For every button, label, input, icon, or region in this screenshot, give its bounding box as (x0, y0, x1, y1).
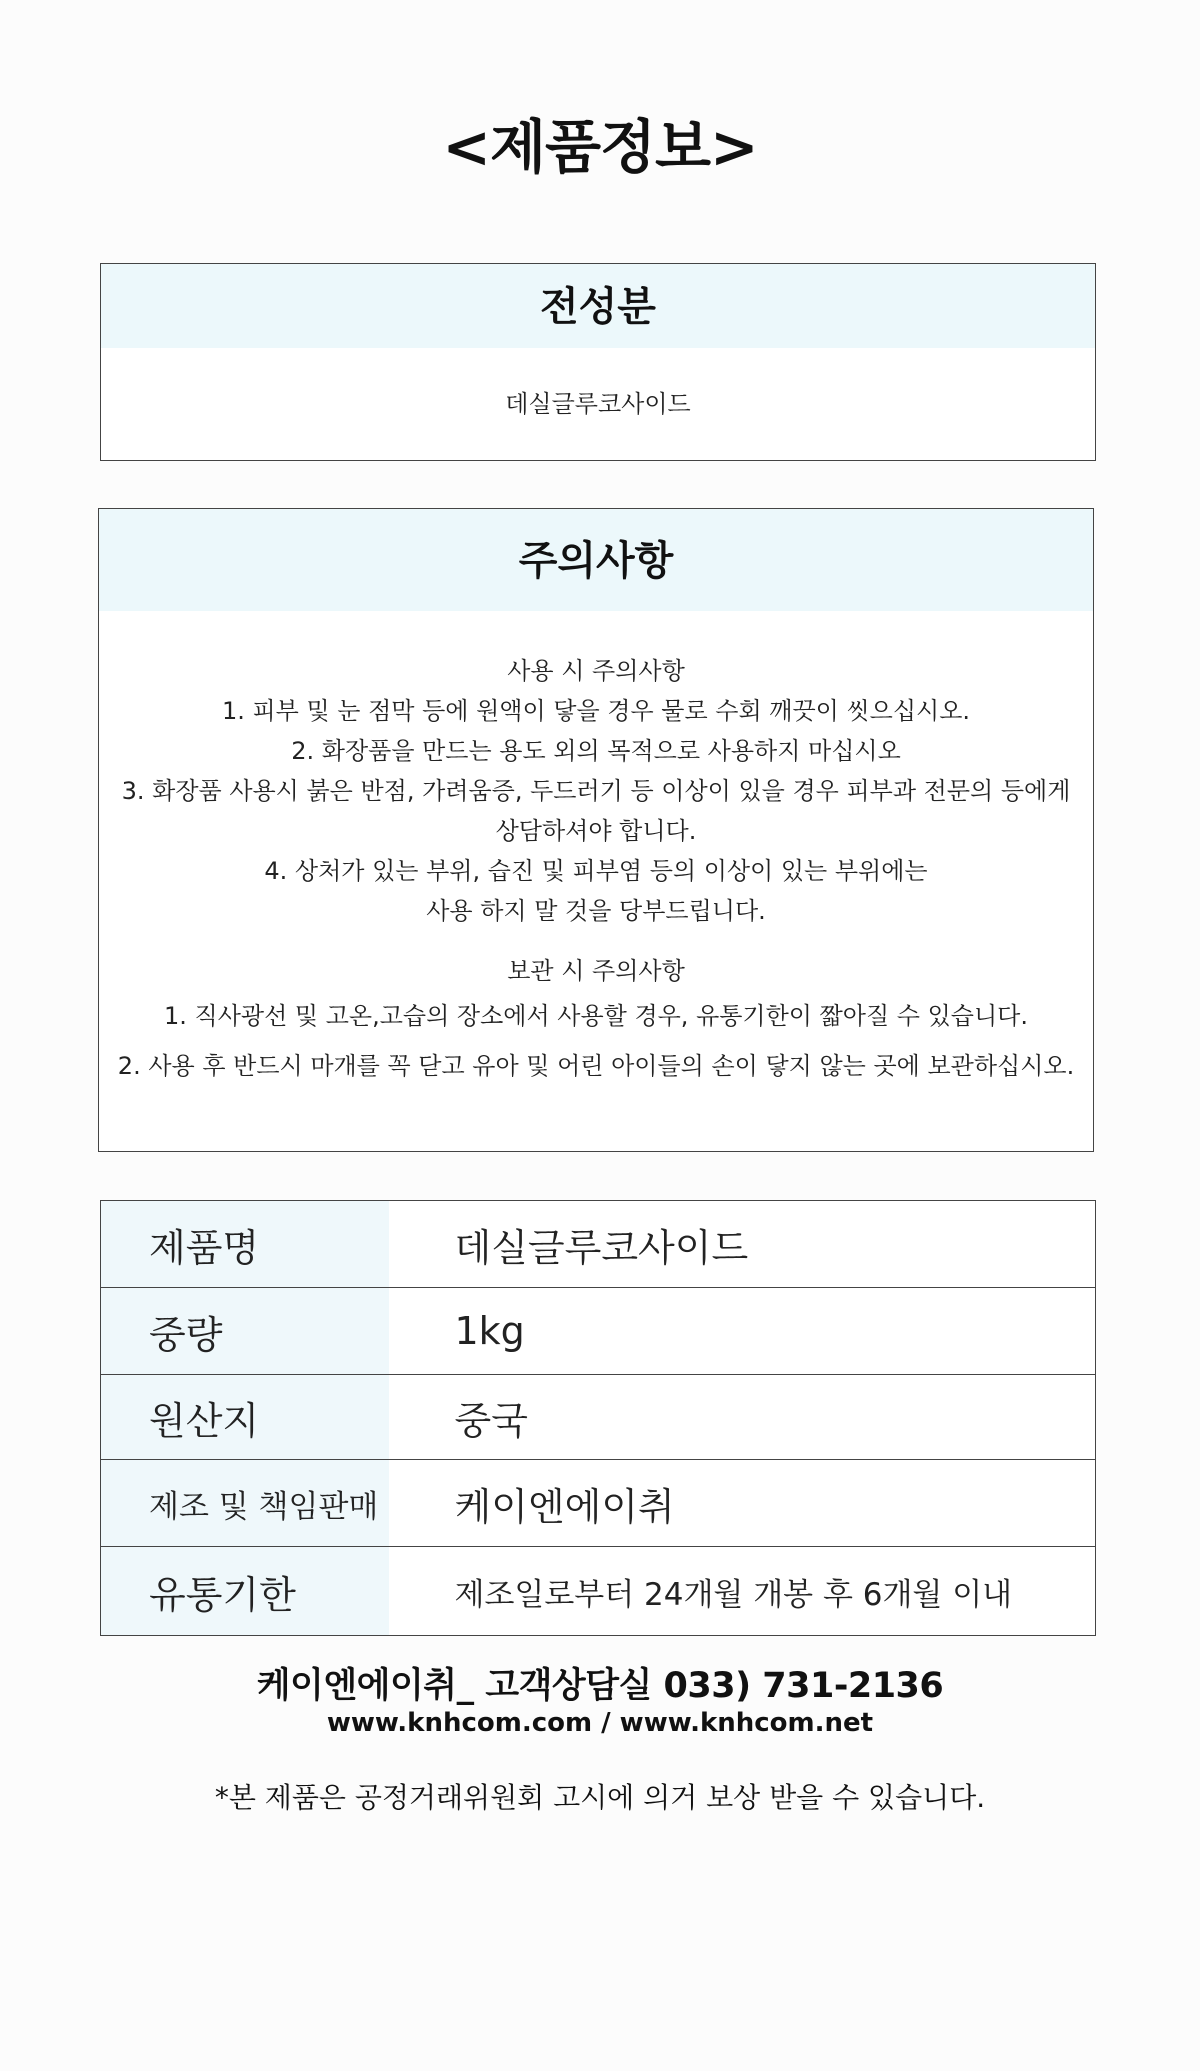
usage-caution-line: 4. 상처가 있는 부위, 습진 및 피부염 등의 이상이 있는 부위에는 (264, 857, 928, 885)
product-spec-table (100, 1200, 1096, 1636)
spec-label: 제품명 (101, 1201, 389, 1288)
compensation-notice: *본 제품은 공정거래위원회 고시에 의거 보상 받을 수 있습니다. (214, 1781, 986, 1814)
table-row (101, 1288, 1096, 1375)
usage-caution-line: 상담하셔야 합니다. (495, 817, 697, 845)
ingredients-section (100, 263, 1096, 461)
usage-caution-line: 3. 화장품 사용시 붉은 반점, 가려움증, 두드러기 등 이상이 있을 경우 피부과 전문의 등에게 (121, 777, 1071, 805)
spec-label: 중량 (101, 1288, 389, 1375)
website-links: www.knhcom.com / www.knhcom.net (326, 1708, 874, 1738)
spec-value: 1kg (389, 1288, 1096, 1375)
table-row (101, 1460, 1096, 1547)
cautions-heading: 주의사항 (99, 509, 1093, 611)
storage-caution-line: 1. 직사광선 및 고온,고습의 장소에서 사용할 경우, 유통기한이 짧아질 수 있습니다. (164, 1002, 1028, 1030)
spec-value: 데실글루코사이드 (454, 1225, 749, 1270)
usage-caution-line: 2. 화장품을 만드는 용도 외의 목적으로 사용하지 마십시오 (291, 737, 901, 765)
ingredients-heading: 전성분 (101, 264, 1095, 348)
spec-label: 원산지 (101, 1375, 389, 1460)
cautions-section (98, 508, 1094, 1152)
storage-caution-line: 2. 사용 후 반드시 마개를 꼭 닫고 유아 및 어린 아이들의 손이 닿지 않는 곳에 보관하십시오. (117, 1052, 1075, 1080)
spec-value: 제조일로부터 24개월 개봉 후 6개월 이내 (389, 1547, 1096, 1636)
spec-value: 케이엔에이취 (389, 1460, 1096, 1547)
spec-label: 제조 및 책임판매 (101, 1460, 389, 1547)
customer-service-contact: 케이엔에이취_ 고객상담실 033) 731-2136 (256, 1666, 944, 1706)
spec-label: 유통기한 (101, 1547, 389, 1636)
page-title: <제품정보> (442, 113, 758, 181)
usage-caution-line: 사용 하지 말 것을 당부드립니다. (426, 897, 766, 925)
ingredients-text: 데실글루코사이드 (505, 390, 691, 418)
table-row (101, 1375, 1096, 1460)
table-row (101, 1547, 1096, 1636)
storage-cautions-title: 보관 시 주의사항 (507, 957, 685, 985)
spec-value: 중국 (389, 1375, 1096, 1460)
usage-caution-line: 1. 피부 및 눈 점막 등에 원액이 닿을 경우 물로 수회 깨끗이 씻으십시오. (221, 697, 971, 725)
table-row (101, 1201, 1096, 1288)
usage-cautions-title: 사용 시 주의사항 (507, 657, 685, 685)
